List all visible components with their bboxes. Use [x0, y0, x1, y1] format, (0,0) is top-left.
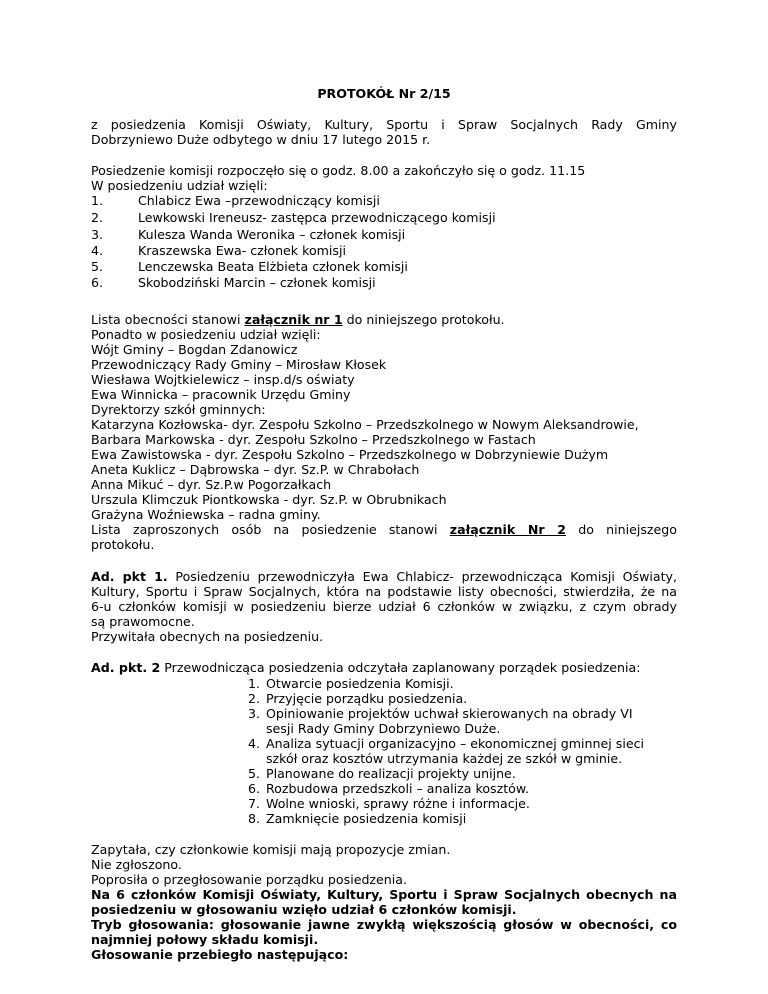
session-times: Posiedzenie komisji rozpoczęło się o godz. 8.00 a zakończyło się o godz. 11.15	[91, 163, 586, 178]
agenda-item: 6. Rozbudowa przedszkoli – analiza kosztów.	[247, 781, 529, 796]
guest-item: Ewa Zawistowska - dyr. Zespołu Szkolno – Przedszkolnego w Dobrzyniewie Dużym	[91, 447, 609, 462]
bold-line-1: Na 6 członków Komisji Oświaty, Kultury, Sportu i Spraw Socjalnych obecnych na	[91, 887, 677, 902]
pkt2-label: Ad. pkt. 2	[91, 660, 161, 675]
member-item: 3. Kulesza Wanda Weronika – członek komisji	[91, 227, 406, 242]
bold-line-2: posiedzeniu w głosowaniu wzięło udział 6 członków komisji.	[91, 902, 517, 917]
pkt1-line-4: są prawomocne.	[91, 614, 195, 629]
invited-note-end: protokołu.	[91, 537, 155, 552]
guest-item: Dyrektorzy szkół gminnych:	[91, 402, 266, 417]
member-item: 2. Lewkowski Ireneusz- zastępca przewodniczącego komisji	[91, 210, 496, 225]
member-item: 5. Lenczewska Beata Elżbieta członek komisji	[91, 259, 408, 274]
pkt1-line-1: Ad. pkt 1. Posiedzeniu przewodniczyła Ewa Chlabicz- przewodnicząca Komisji Oświaty,	[91, 569, 677, 584]
page-title: PROTOKÓŁ Nr 2/15	[317, 86, 451, 101]
vote-request-line: Poprosiła o przegłosowanie porządku posiedzenia.	[91, 872, 407, 887]
guest-item: Urszula Klimczuk Piontkowska - dyr. Sz.P. w Obrubnikach	[91, 492, 447, 507]
guest-item: Katarzyna Kozłowska- dyr. Zespołu Szkolno – Przedszkolnego w Nowym Aleksandrowie,	[91, 417, 639, 432]
agenda-item: 1. Otwarcie posiedzenia Komisji.	[247, 676, 454, 691]
bold-line-5: Głosowanie przebiegło następująco:	[91, 947, 349, 962]
agenda-item: 4. Analiza sytuacji organizacyjno – ekonomicznej gminnej sieci	[247, 736, 644, 751]
bold-line-4: najmniej połowy składu komisji.	[91, 932, 319, 947]
attachment-2-ref: załącznik Nr 2	[449, 522, 566, 537]
question-line: Zapytała, czy członkowie komisji mają propozycje zmian.	[91, 842, 451, 857]
pkt1-line-5: Przywitała obecnych na posiedzeniu.	[91, 629, 324, 644]
none-reported-line: Nie zgłoszono.	[91, 857, 182, 872]
pkt1-line-2: Kultury, Sportu i Spraw Socjalnych, która na podstawie listy obecności, stwierdziła, że na	[91, 584, 677, 599]
guest-item: Barbara Markowska - dyr. Zespołu Szkolno – Przedszkolnego w Fastach	[91, 432, 536, 447]
agenda-item: 3. Opiniowanie projektów uchwał skierowanych na obrady VI	[247, 706, 633, 721]
attachment-1-ref: załącznik nr 1	[244, 312, 343, 327]
attendance-header: W posiedzeniu udział wzięli:	[91, 178, 268, 193]
also-present-header: Ponadto w posiedzeniu udział wzięli:	[91, 327, 321, 342]
pkt1-line-3: 6-u członków komisji w posiedzeniu bierze udział 6 członków w związku, z czym obrady	[91, 599, 677, 614]
member-item: 4. Kraszewska Ewa- członek komisji	[91, 243, 346, 258]
intro-line-2: Dobrzyniewo Duże odbytego w dniu 17 lutego 2015 r.	[91, 132, 431, 147]
agenda-item-continuation: sesji Rady Gminy Dobrzyniewo Duże.	[266, 721, 501, 736]
agenda-item: 7. Wolne wnioski, sprawy różne i informacje.	[247, 796, 530, 811]
pkt1-label: Ad. pkt 1.	[91, 569, 168, 584]
guest-item: Wójt Gminy – Bogdan Zdanowicz	[91, 342, 298, 357]
agenda-item: 8. Zamknięcie posiedzenia komisji	[247, 811, 467, 826]
guest-item: Aneta Kuklicz – Dąbrowska – dyr. Sz.P. w Chraboła​ch	[91, 462, 420, 477]
invited-note: Lista zaproszonych osób na posiedzenie stanowi załącznik Nr 2 do niniejszego	[91, 522, 677, 537]
intro-line-1: z posiedzenia Komisji Oświaty, Kultury, Sportu i Spraw Socjalnych Rady Gminy	[91, 117, 677, 132]
guest-item: Grażyna Woźniewska – radna gminy.	[91, 507, 321, 522]
member-item: 6. Skobodziński Marcin – członek komisji	[91, 275, 376, 290]
pkt2-line: Ad. pkt. 2 Przewodnicząca posiedzenia odczytała zaplanowany porządek posiedzenia:	[91, 660, 641, 675]
member-item: 1. Chlabicz Ewa –przewodniczący komisji	[91, 193, 380, 208]
attendance-list-note: Lista obecności stanowi załącznik nr 1 do niniejszego protokołu.	[91, 312, 505, 327]
guest-item: Wiesława Wojtkielewicz – insp.d/s oświaty	[91, 372, 355, 387]
guest-item: Przewodniczący Rady Gminy – Mirosław Kłosek	[91, 357, 387, 372]
guest-item: Ewa Winnicka – pracownik Urzędu Gminy	[91, 387, 351, 402]
bold-line-3: Tryb głosowania: głosowanie jawne zwykłą większością głosów w obecności, co	[91, 917, 677, 932]
agenda-item: 5. Planowane do realizacji projekty unijne.	[247, 766, 516, 781]
agenda-item-continuation: szkół oraz kosztów utrzymania każdej ze szkół w gminie.	[266, 751, 623, 766]
agenda-item: 2. Przyjęcie porządku posiedzenia.	[247, 691, 468, 706]
guest-item: Anna Mikuć – dyr. Sz.P.w Pogorzałkach	[91, 477, 332, 492]
